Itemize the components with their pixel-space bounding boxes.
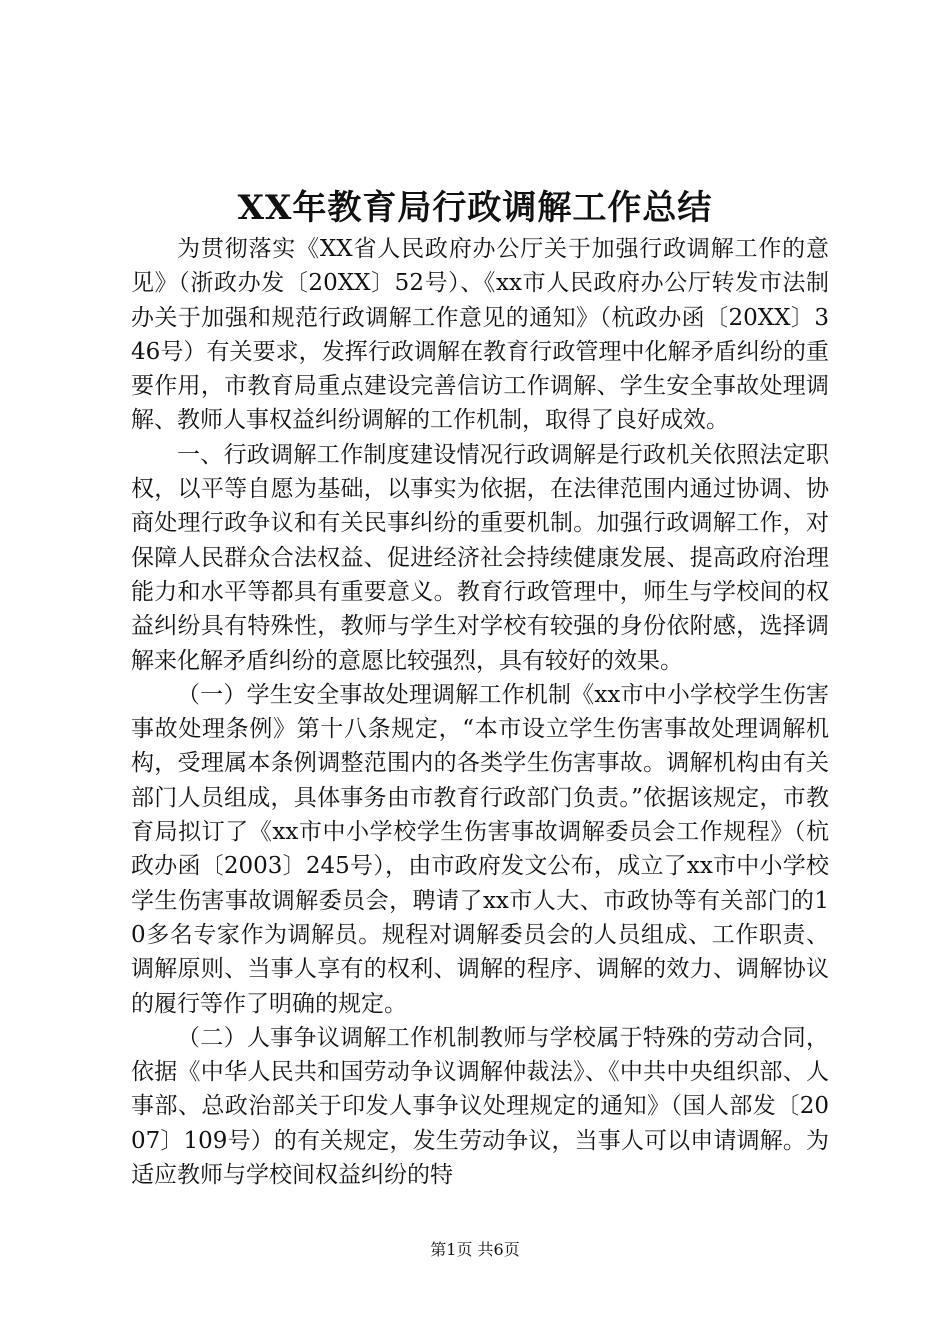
paragraph-section-1: 一、行政调解工作制度建设情况行政调解是行政机关依照法定职权，以平等自愿为基础，以事实为依据，在法律范围内通过协调、协商处理行政争议和有关民事纠纷的重要机制。加强行政调解工作，对保障人民群众合法权益、促进经济社会持续健康发展、提高政府治理能力和水平等都具有重要意义。教育行政管理中，师生与学校间的权益纠纷具有特殊性，教师与学生对学校有较强的身份依附感，选择调解来化解矛盾纠纷的意愿比较强烈，具有较好的效果。 bbox=[131, 441, 829, 674]
document-title: XX年教育局行政调解工作总结 bbox=[237, 188, 713, 228]
paragraph-subsection-1: （一）学生安全事故处理调解工作机制《xx市中小学校学生伤害事故处理条例》第十八条规定，“本市设立学生伤害事故处理调解机构，受理属本条例调整范围内的各类学生伤害事故。调解机构由有关部门人员组成，具体事务由市教育行政部门负责。”依据该规定，市教育局拟订了《xx市中小学校学生伤害事故调解委员会工作规程》（杭政办函〔2003〕245号），由市政府发文公布，成立了xx市中小学校学生伤害事故调解委员会，聘请了xx市人大、市政协等有关部门的10多名专家作为调解员。规程对调解委员会的人员组成、工作职责、调解原则、当事人享有的权利、调解的程序、调解的效力、调解协议的履行等作了明确的规定。 bbox=[131, 681, 829, 1017]
page-number-footer: 第1页 共6页 bbox=[430, 1240, 520, 1259]
document-body bbox=[131, 232, 829, 1192]
paragraph-intro: 为贯彻落实《XX省人民政府办公厅关于加强行政调解工作的意见》（浙政办发〔20XX〕52号）、《xx市人民政府办公厅转发市法制办关于加强和规范行政调解工作意见的通知》（杭政办函〔20XX〕346号）有关要求，发挥行政调解在教育行政管理中化解矛盾纠纷的重要作用，市教育局重点建设完善信访工作调解、学生安全事故处理调解、教师人事权益纠纷调解的工作机制，取得了良好成效。 bbox=[131, 236, 829, 434]
paragraph-subsection-2: （二）人事争议调解工作机制教师与学校属于特殊的劳动合同，依据《中华人民共和国劳动争议调解仲裁法》、《中共中央组织部、人事部、总政治部关于印发人事争议处理规定的通知》（国人部发〔2007〕109号）的有关规定，发生劳动争议，当事人可以申请调解。为适应教师与学校间权益纠纷的特 bbox=[131, 1024, 829, 1189]
